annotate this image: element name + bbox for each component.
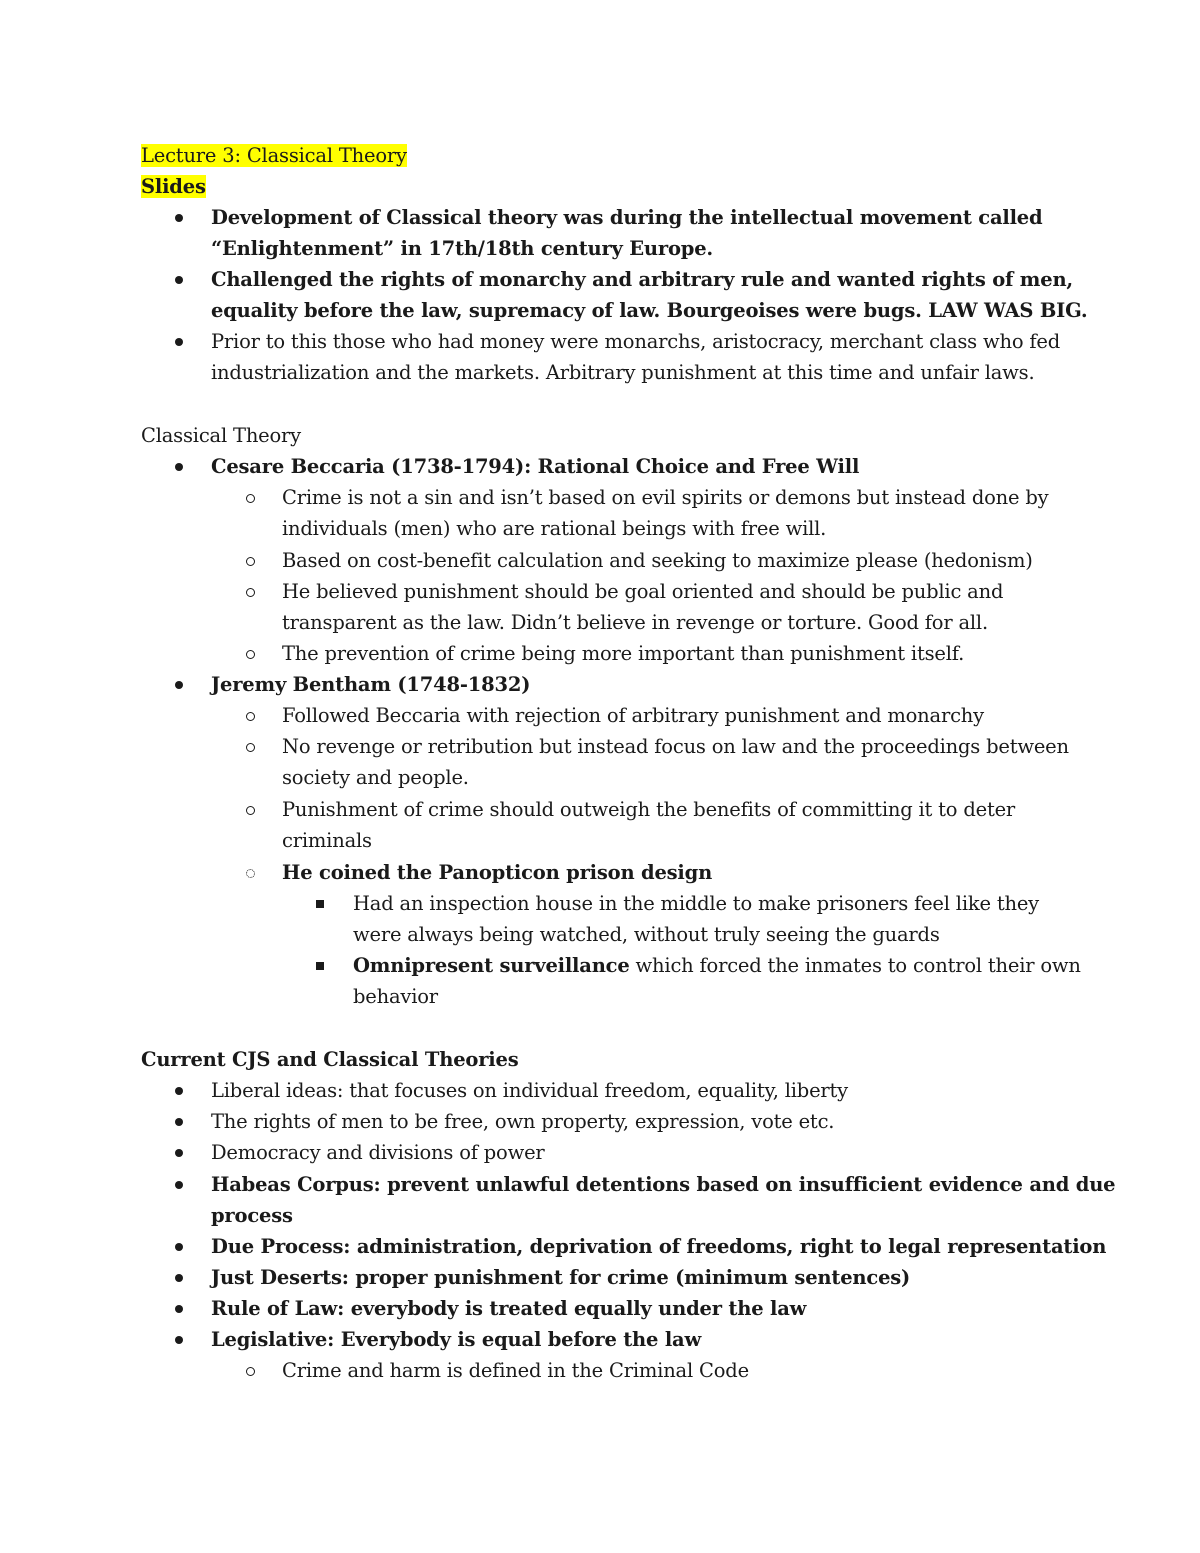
bullet-circle-icon	[246, 547, 255, 575]
current-point-rights: The rights of men to be free, own property, expression, vote etc.	[211, 1110, 835, 1133]
beccaria-title: Cesare Beccaria (1738-1794): Rational Choice and Free Will	[211, 455, 860, 478]
beccaria-point-4: The prevention of crime being more important than punishment itself.	[282, 642, 965, 665]
bullet-disc-icon	[175, 204, 183, 232]
bullet-square-icon	[316, 890, 324, 918]
bullet-circle-icon	[246, 859, 255, 887]
bentham-point-3-line-1: Punishment of crime should outweigh the benefits of committing it to deter	[282, 798, 1016, 821]
current-point-just-deserts: Just Deserts: proper punishment for crime (minimum sentences)	[211, 1266, 911, 1289]
bullet-disc-icon	[175, 1233, 183, 1261]
current-point-habeas-line-1: Habeas Corpus: prevent unlawful detentions based on insufficient evidence and due	[211, 1173, 1116, 1196]
bentham-point-3-line-2: criminals	[282, 829, 372, 852]
bentham-point-2-line-2: society and people.	[282, 766, 469, 789]
beccaria-point-2: Based on cost-benefit calculation and seeking to maximize please (hedonism)	[282, 549, 1033, 572]
bullet-circle-icon	[246, 796, 255, 824]
panopticon-point: He coined the Panopticon prison design	[282, 861, 713, 884]
current-cjs-heading: Current CJS and Classical Theories	[141, 1048, 519, 1071]
bullet-disc-icon	[175, 453, 183, 481]
panopticon-sub-2-line-1: Omnipresent surveillance which forced the inmates to control their own	[353, 954, 1081, 977]
classical-theory-heading: Classical Theory	[141, 424, 301, 447]
bullet-square-icon	[316, 952, 324, 980]
slide-point-2-line-2: equality before the law, supremacy of law. Bourgeoises were bugs. LAW WAS BIG.	[211, 299, 1088, 322]
bullet-disc-icon	[175, 1108, 183, 1136]
current-point-liberal: Liberal ideas: that focuses on individual freedom, equality, liberty	[211, 1079, 849, 1102]
beccaria-point-1-line-2: individuals (men) who are rational beings with free will.	[282, 517, 827, 540]
lecture-title: Lecture 3: Classical Theory	[141, 144, 407, 167]
bullet-disc-icon	[175, 1264, 183, 1292]
panopticon-sub-2-line-2: behavior	[353, 985, 438, 1008]
slide-point-1-line-1: Development of Classical theory was during the intellectual movement called	[211, 206, 1043, 229]
bullet-disc-icon	[175, 1171, 183, 1199]
beccaria-point-3-line-1: He believed punishment should be goal oriented and should be public and	[282, 580, 1004, 603]
beccaria-point-3-line-2: transparent as the law. Didn’t believe in revenge or torture. Good for all.	[282, 611, 988, 634]
slide-point-2-line-1: Challenged the rights of monarchy and arbitrary rule and wanted rights of men,	[211, 268, 1074, 291]
current-point-due-process: Due Process: administration, deprivation of freedoms, right to legal representation	[211, 1235, 1107, 1258]
bullet-disc-icon	[175, 1077, 183, 1105]
bullet-circle-icon	[246, 640, 255, 668]
bentham-point-2-line-1: No revenge or retribution but instead focus on law and the proceedings between	[282, 735, 1069, 758]
slide-point-3-line-2: industrialization and the markets. Arbitrary punishment at this time and unfair laws.	[211, 361, 1035, 384]
current-point-habeas-line-2: process	[211, 1204, 293, 1227]
bullet-disc-icon	[175, 266, 183, 294]
current-point-rule-of-law: Rule of Law: everybody is treated equally under the law	[211, 1297, 807, 1320]
slides-heading: Slides	[141, 175, 206, 198]
slide-point-3-line-1: Prior to this those who had money were monarchs, aristocracy, merchant class who fed	[211, 330, 1060, 353]
panopticon-sub-1-line-1: Had an inspection house in the middle to make prisoners feel like they	[353, 892, 1039, 915]
bentham-point-1: Followed Beccaria with rejection of arbitrary punishment and monarchy	[282, 704, 984, 727]
bullet-circle-icon	[246, 1357, 255, 1385]
current-point-legislative: Legislative: Everybody is equal before the law	[211, 1328, 702, 1351]
bullet-disc-icon	[175, 671, 183, 699]
bentham-title: Jeremy Bentham (1748-1832)	[211, 673, 531, 696]
beccaria-point-1-line-1: Crime is not a sin and isn’t based on evil spirits or demons but instead done by	[282, 486, 1049, 509]
legislative-sub-point: Crime and harm is defined in the Criminal Code	[282, 1359, 749, 1382]
bullet-disc-icon	[175, 1295, 183, 1323]
bullet-disc-icon	[175, 328, 183, 356]
bullet-disc-icon	[175, 1139, 183, 1167]
bullet-disc-icon	[175, 1326, 183, 1354]
current-point-democracy: Democracy and divisions of power	[211, 1141, 545, 1164]
bullet-circle-icon	[246, 702, 255, 730]
panopticon-sub-1-line-2: were always being watched, without truly seeing the guards	[353, 923, 940, 946]
bullet-circle-icon	[246, 578, 255, 606]
slide-point-1-line-2: “Enlightenment” in 17th/18th century Europe.	[211, 237, 714, 260]
bullet-circle-icon	[246, 733, 255, 761]
bullet-circle-icon	[246, 484, 255, 512]
